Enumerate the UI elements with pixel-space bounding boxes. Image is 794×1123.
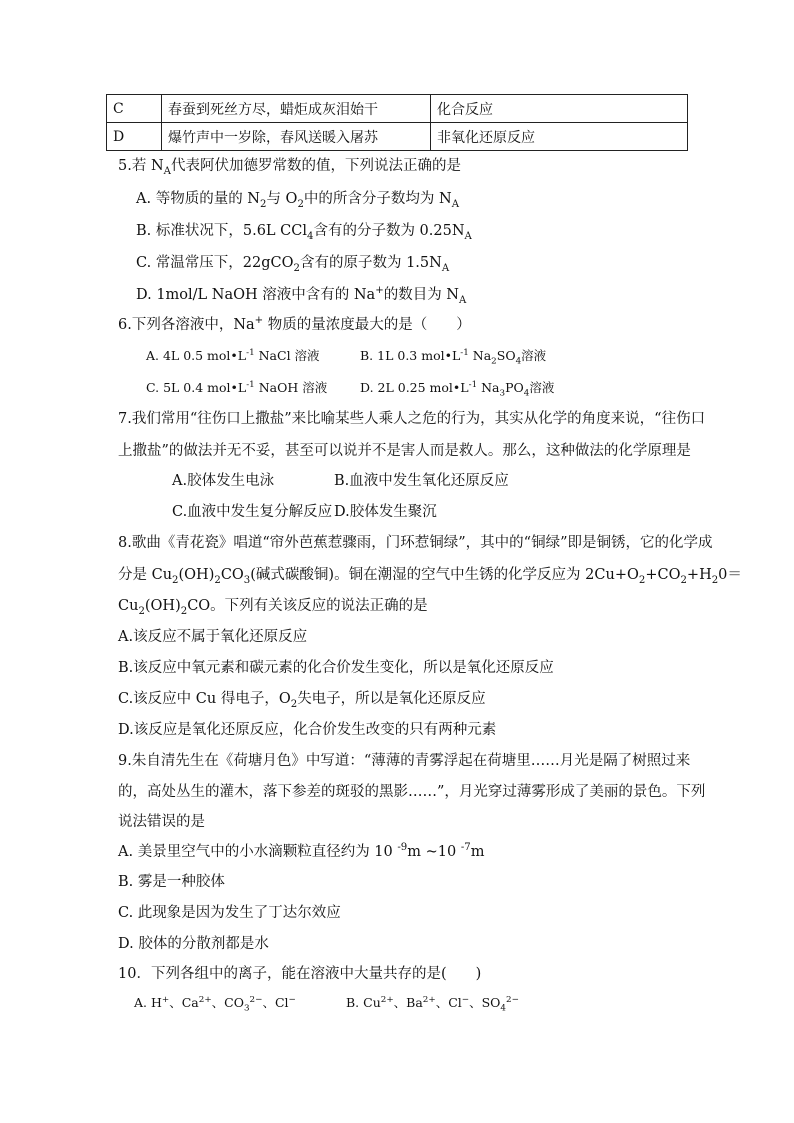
table-cell-phrase: 春蚕到死丝方尽，蜡炬成灰泪始干 xyxy=(162,95,431,123)
q9-stem-line2: 的，高处丛生的灌木，落下参差的斑驳的黑影……”，月光穿过薄雾形成了美丽的景色。下列 xyxy=(118,784,706,800)
q7-option-d: D.胶体发生聚沉 xyxy=(334,504,437,520)
q8-stem-line3: $Cu_2(OH)_2CO$。下列有关该反应的说法正确的是 xyxy=(118,598,428,617)
q5-option-d: D. 1mol/L NaOH 溶液中含有的 Na+的数目为 $N_A$ xyxy=(136,285,467,306)
q5-stem: 5.若 $N_A$代表阿伏加德罗常数的值，下列说法正确的是 xyxy=(118,158,461,177)
q5-option-c: C. 常温常压下，22gCO$_2$含有的原子数为 $1.5N_A$ xyxy=(136,255,450,274)
q9-stem-line3: 说法错误的是 xyxy=(118,814,205,830)
q6-option-a: A. 4L 0.5 $mol•L^{-1}$ NaCl 溶液 xyxy=(146,347,320,363)
q7-stem-line2: 上撒盐”的做法并无不妥，甚至可以说并不是害人而是救人。那么，这种做法的化学原理是 xyxy=(118,443,691,459)
q9-stem-line1: 9.朱自清先生在《荷塘月色》中写道：“薄薄的青雾浮起在荷塘里……月光是隔了树照过来 xyxy=(118,753,691,769)
q6-stem: 6.下列各溶液中，Na+ 物质的量浓度最大的是（ ） xyxy=(118,315,471,333)
q10-option-a: A. H+、$Ca^{2+}$、$CO_3^{2-}$、Cl− xyxy=(134,994,296,1014)
q7-option-a: A.胶体发生电泳 xyxy=(172,473,275,489)
q5-option-a: A. 等物质的量的 $N_2$与 $O_2$中的所含分子数均为 $N_A$ xyxy=(136,191,460,210)
q10-option-b: B. $Cu^{2+}$、$Ba^{2+}$、Cl−、$SO_4^{2-}$ xyxy=(346,994,519,1014)
table-row xyxy=(107,95,688,123)
table-cell-type: 化合反应 xyxy=(431,95,688,123)
q9-option-c: C. 此现象是因为发生了丁达尔效应 xyxy=(118,905,341,921)
q8-option-a: A.该反应不属于氧化还原反应 xyxy=(118,629,308,645)
q8-stem-line2: 分是 $Cu_2(OH)_2CO_3$(碱式碳酸铜)。铜在潮湿的空气中生锈的化学反应为 $2Cu+O_2+CO_2+H_20=$ xyxy=(118,567,742,586)
q9-option-a: A. 美景里空气中的小水滴颗粒直径约为 10 $^{-9}$m ~10 $^{-7}$m xyxy=(118,842,485,860)
q8-option-c: C.该反应中 Cu 得电子，$O_2$失电子，所以是氧化还原反应 xyxy=(118,691,486,710)
q6-option-b: B. 1L 0.3 $mol•L^{-1}$ $Na_2SO_4$溶液 xyxy=(360,347,547,367)
table-row xyxy=(107,123,688,151)
table-cell-phrase: 爆竹声中一岁除，春风送暖入屠苏 xyxy=(162,123,431,151)
q7-stem-line1: 7.我们常用“往伤口上撒盐”来比喻某些人乘人之危的行为，其实从化学的角度来说，“往伤口 xyxy=(118,411,706,427)
q7-option-c: C.血液中发生复分解反应 xyxy=(172,504,333,520)
q5-option-b: B. 标准状况下，5.6L CCl$_4$含有的分子数为 $0.25N_A$ xyxy=(136,223,472,242)
q6-option-d: D. 2L 0.25 $mol•L^{-1}$ $Na_3PO_4$溶液 xyxy=(360,379,555,399)
q8-stem-line1: 8.歌曲《青花瓷》唱道“帘外芭蕉惹骤雨，门环惹铜绿”，其中的“铜绿”即是铜锈，它的化学成 xyxy=(118,535,713,551)
q8-option-b: B.该反应中氧元素和碳元素的化合价发生变化，所以是氧化还原反应 xyxy=(118,660,554,676)
q7-option-b: B.血液中发生氧化还原反应 xyxy=(334,473,509,489)
table-cell-letter: C xyxy=(107,95,162,123)
q9-option-d: D. 胶体的分散剂都是水 xyxy=(118,936,269,952)
q9-option-b: B. 雾是一种胶体 xyxy=(118,874,225,890)
q8-option-d: D.该反应是氧化还原反应，化合价发生改变的只有两种元素 xyxy=(118,722,497,738)
answer-table xyxy=(106,94,688,151)
table-cell-type: 非氧化还原反应 xyxy=(431,123,688,151)
q10-stem: 10．下列各组中的离子，能在溶液中大量共存的是( ) xyxy=(118,966,482,982)
q6-option-c: C. 5L 0.4 $mol•L^{-1}$ NaOH 溶液 xyxy=(146,379,328,395)
table-cell-letter: D xyxy=(107,123,162,151)
